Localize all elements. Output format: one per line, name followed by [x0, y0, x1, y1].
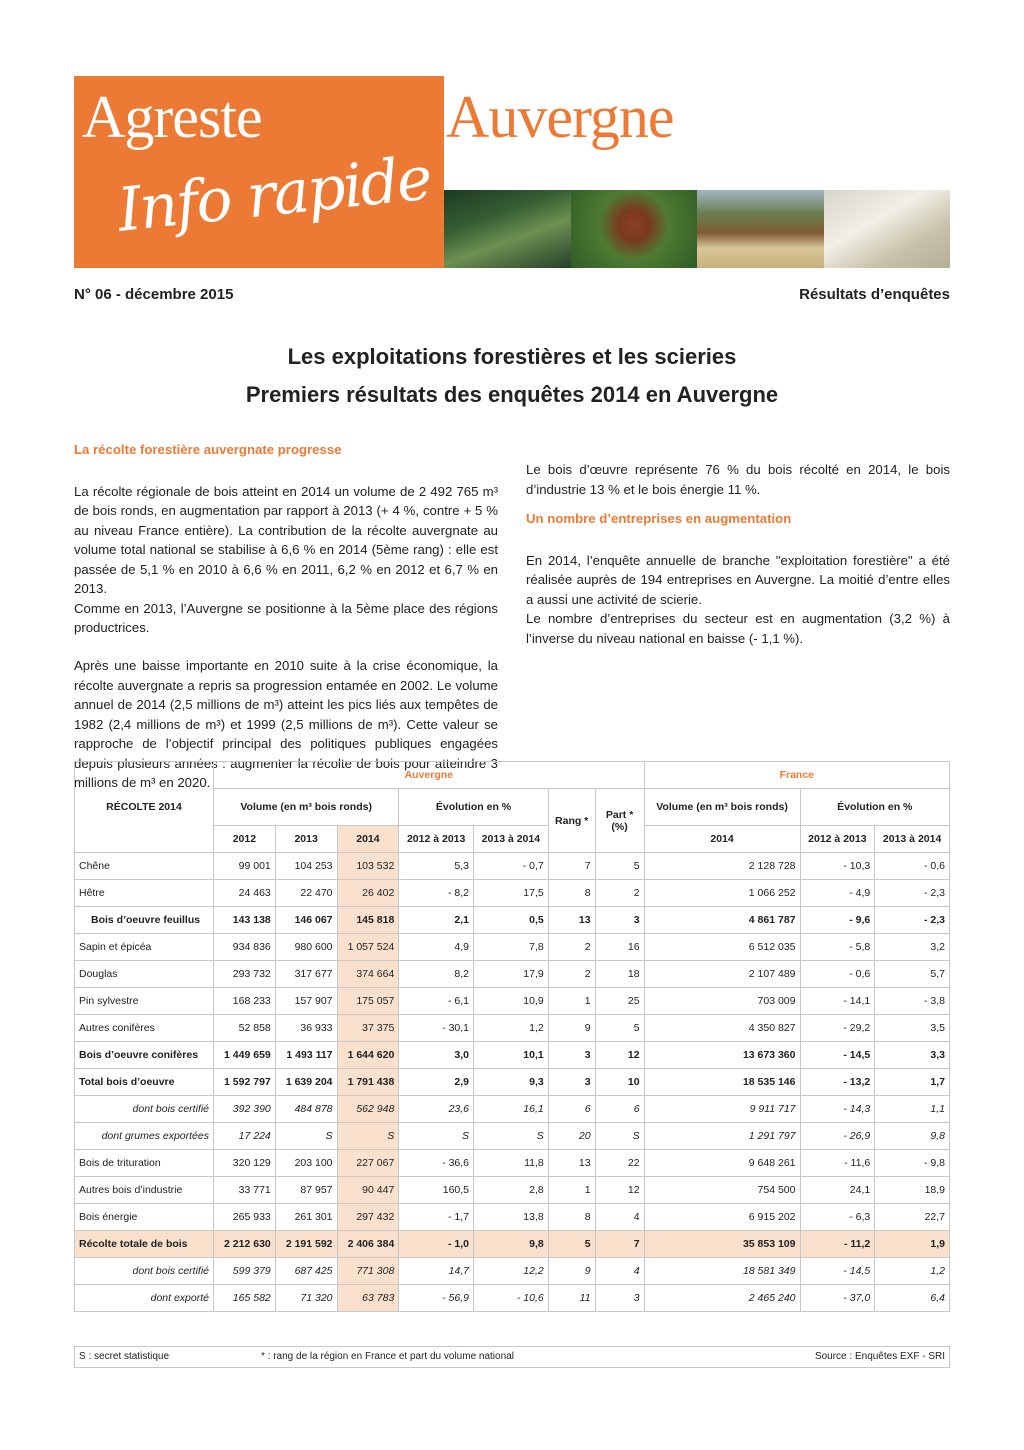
cell-rang: 6	[548, 1096, 595, 1123]
cell-part: 5	[595, 1015, 644, 1042]
cell-fe2: 22,7	[875, 1204, 950, 1231]
header-banner	[74, 76, 950, 268]
row-label: dont bois certifié	[75, 1096, 214, 1123]
cell-part: 22	[595, 1150, 644, 1177]
cell-fe1: - 11,2	[800, 1231, 875, 1258]
row-label: Total bois d’oeuvre	[75, 1069, 214, 1096]
row-label: Sapin et épicéa	[75, 934, 214, 961]
cell-v2014: 37 375	[337, 1015, 399, 1042]
table-row	[75, 1258, 950, 1285]
row-label: dont grumes exportées	[75, 1123, 214, 1150]
cell-e1: 160,5	[399, 1177, 474, 1204]
cell-fe1: - 26,9	[800, 1123, 875, 1150]
cell-v2012: 24 463	[214, 880, 276, 907]
part-header: Part * (%)	[595, 789, 644, 853]
cell-e1: 8,2	[399, 961, 474, 988]
section-2-paragraph-2: Le nombre d’entreprises du secteur est en augmentation (3,2 %) à l’inverse du niveau national en baisse (- 1,1 %).	[526, 611, 950, 646]
table-row	[75, 880, 950, 907]
table-row	[75, 1177, 950, 1204]
row-label: Autres bois d’industrie	[75, 1177, 214, 1204]
cell-v2012: 52 858	[214, 1015, 276, 1042]
cell-fe2: - 2,3	[875, 907, 950, 934]
cell-part: 2	[595, 880, 644, 907]
cell-e2: 10,9	[474, 988, 549, 1015]
cell-v2012: 392 390	[214, 1096, 276, 1123]
cell-fe2: - 3,8	[875, 988, 950, 1015]
cell-v2013: 484 878	[275, 1096, 337, 1123]
cell-fe2: 9,8	[875, 1123, 950, 1150]
cell-fe1: - 37,0	[800, 1285, 875, 1312]
cell-v2012: 320 129	[214, 1150, 276, 1177]
cell-fv: 2 128 728	[644, 853, 800, 880]
cell-fe2: 3,5	[875, 1015, 950, 1042]
cell-fv: 754 500	[644, 1177, 800, 1204]
cell-v2013: 71 320	[275, 1285, 337, 1312]
cell-fe1: - 11,6	[800, 1150, 875, 1177]
cell-v2014: 26 402	[337, 880, 399, 907]
table-row	[75, 1123, 950, 1150]
row-label: Hêtre	[75, 880, 214, 907]
cell-v2012: 165 582	[214, 1285, 276, 1312]
cell-e1: - 6,1	[399, 988, 474, 1015]
cell-fe2: 1,9	[875, 1231, 950, 1258]
cell-fv: 18 581 349	[644, 1258, 800, 1285]
table-row	[75, 1204, 950, 1231]
footnote-rank: * : rang de la région en France et part du volume national	[261, 1351, 514, 1362]
cell-rang: 3	[548, 1069, 595, 1096]
table-row	[75, 907, 950, 934]
france-evol-2012-2013-header: 2012 à 2013	[800, 826, 875, 853]
cell-fv: 4 861 787	[644, 907, 800, 934]
section-2-heading: Un nombre d’entreprises en augmentation	[526, 511, 792, 526]
cell-rang: 1	[548, 1177, 595, 1204]
cell-fv: 1 066 252	[644, 880, 800, 907]
france-volume-header: Volume (en m³ bois ronds)	[644, 789, 800, 826]
cell-v2014: 562 948	[337, 1096, 399, 1123]
year-2012-header: 2012	[214, 826, 276, 853]
rang-header: Rang *	[548, 789, 595, 853]
cell-e2: 12,2	[474, 1258, 549, 1285]
cell-fv: 13 673 360	[644, 1042, 800, 1069]
cell-e1: - 30,1	[399, 1015, 474, 1042]
row-label: Bois d’oeuvre feuillus	[75, 907, 214, 934]
cell-v2013: 36 933	[275, 1015, 337, 1042]
cell-v2013: 87 957	[275, 1177, 337, 1204]
cell-v2012: 1 449 659	[214, 1042, 276, 1069]
harvest-table	[74, 761, 950, 1312]
cell-fe1: - 14,3	[800, 1096, 875, 1123]
cell-v2013: S	[275, 1123, 337, 1150]
cell-part: 12	[595, 1042, 644, 1069]
cell-part: 6	[595, 1096, 644, 1123]
cell-fe2: 6,4	[875, 1285, 950, 1312]
cell-e1: - 1,0	[399, 1231, 474, 1258]
cell-v2013: 22 470	[275, 880, 337, 907]
cell-fe1: - 14,1	[800, 988, 875, 1015]
cell-v2014: 374 664	[337, 961, 399, 988]
table-row	[75, 1285, 950, 1312]
row-label: Bois d’oeuvre conifères	[75, 1042, 214, 1069]
cell-fe2: 3,2	[875, 934, 950, 961]
cell-v2014: 145 818	[337, 907, 399, 934]
cell-v2012: 293 732	[214, 961, 276, 988]
forest-photo	[444, 190, 571, 268]
cell-v2013: 146 067	[275, 907, 337, 934]
cell-e2: 9,3	[474, 1069, 549, 1096]
evol-2013-2014-header: 2013 à 2014	[474, 826, 549, 853]
cell-v2013: 2 191 592	[275, 1231, 337, 1258]
cell-rang: 7	[548, 853, 595, 880]
cell-v2013: 157 907	[275, 988, 337, 1015]
cell-e1: 5,3	[399, 853, 474, 880]
cell-part: 4	[595, 1258, 644, 1285]
cell-e2: 1,2	[474, 1015, 549, 1042]
cell-rang: 8	[548, 1204, 595, 1231]
auvergne-header: Auvergne	[214, 762, 645, 789]
evol-2012-2013-header: 2012 à 2013	[399, 826, 474, 853]
cell-e2: 13,8	[474, 1204, 549, 1231]
cow-photo	[571, 190, 698, 268]
cell-v2013: 203 100	[275, 1150, 337, 1177]
cell-fe1: - 10,3	[800, 853, 875, 880]
cell-part: 10	[595, 1069, 644, 1096]
cell-v2013: 687 425	[275, 1258, 337, 1285]
section-1-heading: La récolte forestière auvergnate progresse	[74, 442, 342, 457]
cell-e2: 16,1	[474, 1096, 549, 1123]
cell-e1: 23,6	[399, 1096, 474, 1123]
table-row	[75, 961, 950, 988]
cell-v2014: 1 791 438	[337, 1069, 399, 1096]
cell-v2012: 1 592 797	[214, 1069, 276, 1096]
cell-rang: 13	[548, 907, 595, 934]
cell-fe1: - 4,9	[800, 880, 875, 907]
cell-fv: 9 648 261	[644, 1150, 800, 1177]
cell-fe1: - 29,2	[800, 1015, 875, 1042]
photo-strip	[444, 190, 950, 268]
france-year-2014-header: 2014	[644, 826, 800, 853]
issue-number: N° 06 - décembre 2015	[74, 286, 234, 303]
cell-fe1: - 13,2	[800, 1069, 875, 1096]
cell-v2014: 175 057	[337, 988, 399, 1015]
cell-part: 18	[595, 961, 644, 988]
section-1-paragraph-2: Comme en 2013, l’Auvergne se positionne à la 5ème place des régions productrices.	[74, 600, 498, 635]
cell-e1: 2,9	[399, 1069, 474, 1096]
cell-v2012: 599 379	[214, 1258, 276, 1285]
cell-part: 25	[595, 988, 644, 1015]
fields-photo	[697, 190, 824, 268]
cell-fv: 9 911 717	[644, 1096, 800, 1123]
table-footer	[74, 1346, 950, 1368]
cell-e2: 17,5	[474, 880, 549, 907]
title-line-2: Premiers résultats des enquêtes 2014 en Auvergne	[245, 382, 779, 407]
cell-fe2: 5,7	[875, 961, 950, 988]
section-1-paragraph-1: La récolte régionale de bois atteint en 2014 un volume de 2 492 765 m³ de bois ronds, en augmentation par rapport à 2013 (+ 4 %, contre + 5 % au niveau France entière). La contribution de la récolte auvergnate au volume total national se stabilise à 6,6 % en 2014 (5ème rang) : elle est passée de 5,1 % en 2010 à 6,6 % en 2011, 6,2 % en 2012 et 6,7 % en 2013.	[74, 483, 498, 596]
row-label: dont bois certifié	[75, 1258, 214, 1285]
footnote-secret: S : secret statistique	[79, 1351, 170, 1362]
row-label: Pin sylvestre	[75, 988, 214, 1015]
cell-v2014: S	[337, 1123, 399, 1150]
cell-v2014: 1 644 620	[337, 1042, 399, 1069]
cell-fv: 1 291 797	[644, 1123, 800, 1150]
title-line-1: Les exploitations forestières et les scieries	[287, 344, 737, 369]
cell-rang: 20	[548, 1123, 595, 1150]
evolution-header: Évolution en %	[399, 789, 548, 826]
cell-fv: 2 107 489	[644, 961, 800, 988]
row-label: Bois énergie	[75, 1204, 214, 1231]
france-evolution-header: Évolution en %	[800, 789, 950, 826]
cell-v2012: 33 771	[214, 1177, 276, 1204]
cell-v2013: 1 493 117	[275, 1042, 337, 1069]
cell-fv: 6 915 202	[644, 1204, 800, 1231]
cell-fe2: - 9,8	[875, 1150, 950, 1177]
cell-fe1: - 5,8	[800, 934, 875, 961]
right-column	[526, 460, 950, 648]
cell-v2012: 143 138	[214, 907, 276, 934]
page-title	[74, 338, 950, 414]
cell-fe2: - 2,3	[875, 880, 950, 907]
cell-e1: 4,9	[399, 934, 474, 961]
brand-box	[74, 76, 444, 268]
cell-v2014: 1 057 524	[337, 934, 399, 961]
cell-e2: 9,8	[474, 1231, 549, 1258]
cell-v2013: 104 253	[275, 853, 337, 880]
cell-v2014: 2 406 384	[337, 1231, 399, 1258]
france-header: France	[644, 762, 949, 789]
cell-part: 16	[595, 934, 644, 961]
cell-fe2: 18,9	[875, 1177, 950, 1204]
cell-v2013: 317 677	[275, 961, 337, 988]
brand-info-rapide: Info rapide	[114, 143, 434, 246]
cell-fe2: 1,1	[875, 1096, 950, 1123]
cell-v2012: 265 933	[214, 1204, 276, 1231]
cell-part: 4	[595, 1204, 644, 1231]
table-row	[75, 1042, 950, 1069]
table-row	[75, 1150, 950, 1177]
table-row	[75, 1015, 950, 1042]
cell-v2014: 227 067	[337, 1150, 399, 1177]
row-label: Bois de trituration	[75, 1150, 214, 1177]
table-row	[75, 988, 950, 1015]
cell-e2: 0,5	[474, 907, 549, 934]
row-label: Récolte totale de bois	[75, 1231, 214, 1258]
cell-e1: 14,7	[399, 1258, 474, 1285]
cell-v2014: 103 532	[337, 853, 399, 880]
cell-fv: 4 350 827	[644, 1015, 800, 1042]
cell-e2: - 10,6	[474, 1285, 549, 1312]
cell-part: 12	[595, 1177, 644, 1204]
cell-e2: - 0,7	[474, 853, 549, 880]
cell-rang: 13	[548, 1150, 595, 1177]
issue-row	[74, 286, 950, 306]
cell-e2: 11,8	[474, 1150, 549, 1177]
cell-part: 3	[595, 1285, 644, 1312]
cell-fe1: - 14,5	[800, 1258, 875, 1285]
cell-v2014: 90 447	[337, 1177, 399, 1204]
table-row	[75, 934, 950, 961]
table-source: Source : Enquêtes EXF - SRI	[814, 1351, 945, 1362]
section-1-paragraph-3: Après une baisse importante en 2010 suite à la crise économique, la récolte auvergnate a repris sa progression entamée en 2002. Le volume annuel de 2014 (2,5 millions de m³) atteint les pics liés aux tempêtes de 1982 (2,4 millions de m³) et 1999 (2,5 millions de m³). Cette valeur se rapproche de l’objectif principal des politiques publiques engagées depuis plusieurs années : augmenter la récolte de bois pour atteindre 3 millions de m³ en 2020.	[74, 658, 498, 790]
cell-v2014: 63 783	[337, 1285, 399, 1312]
cell-rang: 5	[548, 1231, 595, 1258]
cell-v2012: 99 001	[214, 853, 276, 880]
table-body	[75, 853, 950, 1312]
publication-category: Résultats d’enquêtes	[799, 286, 950, 303]
cell-fe1: - 0,6	[800, 961, 875, 988]
cell-rang: 11	[548, 1285, 595, 1312]
cell-e2: S	[474, 1123, 549, 1150]
cell-part: 5	[595, 853, 644, 880]
cell-fv: 6 512 035	[644, 934, 800, 961]
cell-v2012: 17 224	[214, 1123, 276, 1150]
cell-part: 3	[595, 907, 644, 934]
row-label: Chêne	[75, 853, 214, 880]
cell-fe1: - 9,6	[800, 907, 875, 934]
table-row	[75, 1096, 950, 1123]
cell-e1: - 1,7	[399, 1204, 474, 1231]
cell-v2013: 261 301	[275, 1204, 337, 1231]
cell-rang: 9	[548, 1258, 595, 1285]
cell-e1: - 36,6	[399, 1150, 474, 1177]
cell-e2: 17,9	[474, 961, 549, 988]
cell-fe1: - 6,3	[800, 1204, 875, 1231]
cell-part: 7	[595, 1231, 644, 1258]
cell-fe2: 1,7	[875, 1069, 950, 1096]
cell-v2014: 297 432	[337, 1204, 399, 1231]
cell-e1: 2,1	[399, 907, 474, 934]
brand-agreste: Agreste	[82, 84, 262, 150]
cell-e1: - 8,2	[399, 880, 474, 907]
cell-e1: S	[399, 1123, 474, 1150]
brand-region: Auvergne	[446, 84, 674, 150]
year-2014-header: 2014	[337, 826, 399, 853]
cell-rang: 8	[548, 880, 595, 907]
table-row	[75, 1069, 950, 1096]
cell-e2: 10,1	[474, 1042, 549, 1069]
row-label: dont exporté	[75, 1285, 214, 1312]
cell-rang: 3	[548, 1042, 595, 1069]
volume-header: Volume (en m³ bois ronds)	[214, 789, 399, 826]
row-label: Douglas	[75, 961, 214, 988]
row-label: Autres conifères	[75, 1015, 214, 1042]
cell-rang: 9	[548, 1015, 595, 1042]
page	[74, 76, 950, 1362]
cell-rang: 2	[548, 961, 595, 988]
cell-e2: 7,8	[474, 934, 549, 961]
cell-fe1: - 14,5	[800, 1042, 875, 1069]
cell-fe2: - 0,6	[875, 853, 950, 880]
cell-v2012: 168 233	[214, 988, 276, 1015]
cell-fv: 703 009	[644, 988, 800, 1015]
section-2-paragraph-1: En 2014, l’enquête annuelle de branche "exploitation forestière" a été réalisée auprès de 194 entreprises en Auvergne. La moitié d’entre elles a aussi une activité de scierie.	[526, 552, 950, 607]
cell-e1: 3,0	[399, 1042, 474, 1069]
cell-v2013: 1 639 204	[275, 1069, 337, 1096]
cell-v2014: 771 308	[337, 1258, 399, 1285]
cell-v2012: 2 212 630	[214, 1231, 276, 1258]
cheese-photo	[824, 190, 951, 268]
cell-fe2: 3,3	[875, 1042, 950, 1069]
france-evol-2013-2014-header: 2013 à 2014	[875, 826, 950, 853]
table-row	[75, 853, 950, 880]
cell-rang: 1	[548, 988, 595, 1015]
year-2013-header: 2013	[275, 826, 337, 853]
cell-fe1: 24,1	[800, 1177, 875, 1204]
cell-e1: - 56,9	[399, 1285, 474, 1312]
table-corner: RÉCOLTE 2014	[75, 762, 214, 853]
section-1-paragraph-4: Le bois d’œuvre représente 76 % du bois récolté en 2014, le bois d’industrie 13 % et le bois énergie 11 %.	[526, 462, 950, 497]
cell-e2: 2,8	[474, 1177, 549, 1204]
left-column	[74, 440, 498, 638]
cell-v2012: 934 836	[214, 934, 276, 961]
cell-fv: 18 535 146	[644, 1069, 800, 1096]
table-row	[75, 1231, 950, 1258]
cell-fe2: 1,2	[875, 1258, 950, 1285]
cell-part: S	[595, 1123, 644, 1150]
cell-fv: 35 853 109	[644, 1231, 800, 1258]
cell-v2013: 980 600	[275, 934, 337, 961]
cell-fv: 2 465 240	[644, 1285, 800, 1312]
cell-rang: 2	[548, 934, 595, 961]
